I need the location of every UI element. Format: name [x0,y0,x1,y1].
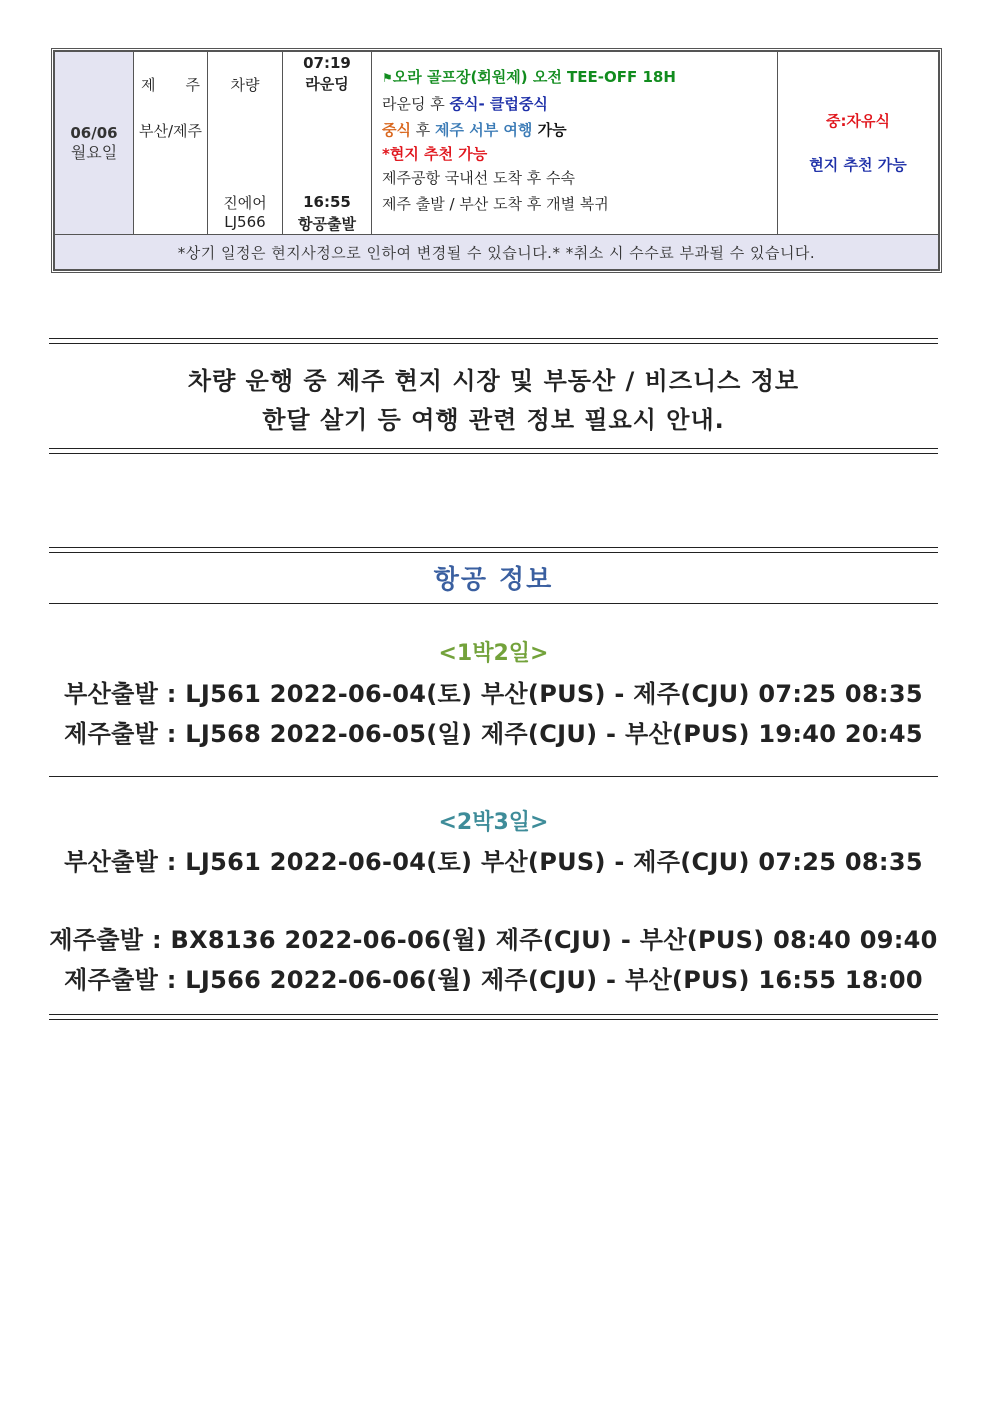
itinerary-line-2a: 라운딩 후 [382,95,450,113]
divider [49,547,938,553]
itinerary-line-5: 제주공항 국내선 도착 후 수속 [382,169,575,187]
transport-top: 차량 [230,76,260,94]
time-top: 07:19 [303,54,351,72]
itinerary-line-1: 오라 골프장(회원제) 오전 TEE-OFF 18H [392,68,676,86]
itinerary-line-4: *현지 추천 가능 [382,145,488,163]
place-top: 제 주 [141,76,200,94]
itinerary-line-3d: 가능 [532,121,567,139]
divider [49,776,938,777]
time-bottom: 16:55 [303,193,351,211]
flight-row: 제주출발 : LJ568 2022-06-05(일) 제주(CJU) - 부산(PUS) 19:40 20:45 [64,720,923,748]
transport-airline: 진에어 [223,194,267,212]
weekday-text: 월요일 [70,143,118,162]
meal-text: 중:자유식 [826,112,890,130]
itinerary-line-3c: 제주 서부 여행 [435,121,533,139]
flight-row: 부산출발 : LJ561 2022-06-04(토) 부산(PUS) - 제주(CJU) 07:25 08:35 [64,848,923,876]
divider [49,338,938,344]
meal-cell [778,52,939,235]
info-line-1: 차량 운행 중 제주 현지 시장 및 부동산 / 비즈니스 정보 [187,367,800,395]
flight-row: 제주출발 : BX8136 2022-06-06(월) 제주(CJU) - 부산(PUS) 08:40 09:40 [49,926,938,954]
date-cell [55,52,134,235]
date-text: 06/06 [70,124,118,142]
time-top-label: 라운딩 [305,75,349,93]
place-bottom: 부산/제주 [138,122,202,140]
itinerary-cell [372,52,778,235]
air-info-title: 항공 정보 [433,565,554,595]
notice-text: *상기 일정은 현지사정으로 인하여 변경될 수 있습니다.* *취소 시 수수료 부과될 수 있습니다. [55,235,939,270]
flight-row: 제주출발 : LJ566 2022-06-06(월) 제주(CJU) - 부산(PUS) 16:55 18:00 [64,966,923,994]
plan-2-title: <2박3일> [438,810,549,835]
divider [49,448,938,454]
transport-cell [208,52,283,235]
place-cell [134,52,208,235]
info-line-2: 한달 살기 등 여행 관련 정보 필요시 안내. [262,406,725,434]
meal-note: 현지 추천 가능 [809,156,907,174]
plan-1-title: <1박2일> [438,641,549,666]
divider [49,603,938,604]
flag-icon: ⚑ [382,71,393,85]
time-bottom-label: 항공출발 [298,215,356,233]
transport-flight: LJ566 [224,213,266,231]
divider [49,1014,938,1020]
itinerary-line-2b: 중식- 클럽중식 [449,95,548,113]
itinerary-line-3a: 중식 [382,121,411,139]
schedule-table [51,48,942,273]
itinerary-line-6: 제주 출발 / 부산 도착 후 개별 복귀 [382,195,609,213]
flight-row: 부산출발 : LJ561 2022-06-04(토) 부산(PUS) - 제주(CJU) 07:25 08:35 [64,680,923,708]
itinerary-line-3b: 후 [410,121,436,139]
time-cell [283,52,372,235]
